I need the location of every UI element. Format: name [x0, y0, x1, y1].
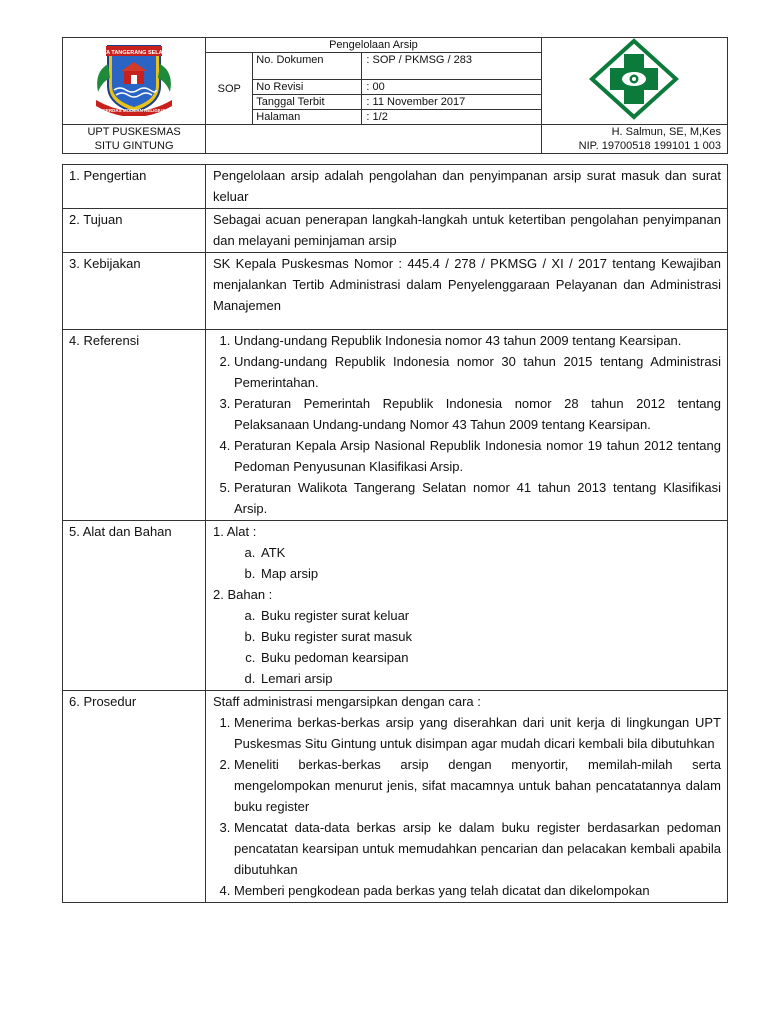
- list-item: 4. Peraturan Kepala Arsip Nasional Republik Indonesia nomor 19 tahun 2012 tentang Pedoman Penyusunan Klasifikasi Arsip.: [234, 435, 721, 477]
- org-line-1: UPT PUSKESMAS: [87, 126, 181, 138]
- svg-text:CERDAS MODERN RELIGIUS: CERDAS MODERN RELIGIUS: [102, 108, 166, 113]
- section-tujuan: [63, 209, 728, 253]
- list-item: a. ATK: [259, 542, 721, 563]
- list-item: b. Map arsip: [259, 563, 721, 584]
- meta-value: : 00: [362, 80, 541, 95]
- list-item: c. Buku pedoman kearsipan: [259, 647, 721, 668]
- section-label: 2. Tujuan: [63, 209, 206, 253]
- sop-header-table: [62, 37, 728, 154]
- list-item: b. Buku register surat masuk: [259, 626, 721, 647]
- list-item: 3. Mencatat data-data berkas arsip ke dalam buku register berdasarkan pedoman pencatatan kearsipan untuk memudahkan pencarian dan pelacakan kembali apabila dibutuhkan: [234, 817, 721, 880]
- alat-heading: 1. Alat :: [213, 524, 257, 539]
- section-text: Sebagai acuan penerapan langkah-langkah untuk ketertiban pengolahan penyimpanan dan melayani peminjaman arsip: [206, 209, 728, 253]
- blank-cell: [206, 125, 541, 154]
- meta-label: Halaman: [253, 110, 362, 125]
- meta-label: Tanggal Terbit: [253, 95, 362, 110]
- signer-nip: NIP. 19700518 199101 1 003: [578, 140, 721, 152]
- svg-text:KOTA TANGERANG SELATAN: KOTA TANGERANG SELATAN: [94, 50, 174, 56]
- puskesmas-cross-icon: [588, 38, 680, 120]
- list-item: 2. Meneliti berkas-berkas arsip dengan menyortir, memilah-milah serta mengelompokan menurut jenis, sifat macamnya untuk bahan pencatatannya dalam buku register: [234, 754, 721, 817]
- section-label: 1. Pengertian: [63, 165, 206, 209]
- list-item: 4. Memberi pengkodean pada berkas yang telah dicatat dan dikelompokan: [234, 880, 721, 901]
- section-prosedur: [63, 691, 728, 903]
- section-label: 5. Alat dan Bahan: [63, 521, 206, 691]
- meta-value: : 11 November 2017: [362, 95, 541, 110]
- list-item: a. Buku register surat keluar: [259, 605, 721, 626]
- bahan-heading: 2. Bahan :: [213, 587, 273, 602]
- prosedur-list: [213, 712, 721, 901]
- sop-label: SOP: [206, 53, 253, 125]
- section-label: 6. Prosedur: [63, 691, 206, 903]
- sop-content-table: [62, 164, 728, 903]
- alat-list: [213, 542, 721, 584]
- list-item: d. Lemari arsip: [259, 668, 721, 689]
- section-body: [206, 330, 728, 521]
- list-item: 2. Undang-undang Republik Indonesia nomor 30 tahun 2015 tentang Administrasi Pemerintahan.: [234, 351, 721, 393]
- city-emblem-icon: [88, 42, 180, 116]
- section-referensi: [63, 330, 728, 521]
- meta-label: No Revisi: [253, 80, 362, 95]
- list-item: 1. Undang-undang Republik Indonesia nomor 43 tahun 2009 tentang Kearsipan.: [234, 330, 721, 351]
- puskesmas-logo-cell: [541, 38, 727, 125]
- section-body: [206, 521, 728, 691]
- prosedur-intro: Staff administrasi mengarsipkan dengan cara :: [213, 694, 481, 709]
- org-name: [63, 125, 206, 154]
- section-text: SK Kepala Puskesmas Nomor : 445.4 / 278 / PKMSG / XI / 2017 tentang Kewajiban menjalankan Tertib Administrasi dalam Penyelenggaraan Pelayanan dan Administrasi Manajemen: [206, 253, 728, 330]
- section-pengertian: [63, 165, 728, 209]
- meta-value: : SOP / PKMSG / 283: [362, 53, 541, 80]
- signer-name: H. Salmun, SE, M,Kes: [611, 126, 721, 138]
- reference-list: [213, 330, 721, 519]
- section-kebijakan: [63, 253, 728, 330]
- signer-block: [541, 125, 727, 154]
- meta-label: No. Dokumen: [253, 53, 362, 80]
- meta-value: : 1/2: [362, 110, 541, 125]
- document-title: Pengelolaan Arsip: [206, 38, 541, 53]
- city-logo-cell: [63, 38, 206, 125]
- section-text: Pengelolaan arsip adalah pengolahan dan penyimpanan arsip surat masuk dan surat keluar: [206, 165, 728, 209]
- section-body: [206, 691, 728, 903]
- list-item: 1. Menerima berkas-berkas arsip yang diserahkan dari unit kerja di lingkungan UPT Puskesmas Situ Gintung untuk disimpan agar mudah dicari kembali bila dibutuhkan: [234, 712, 721, 754]
- list-item: 5. Peraturan Walikota Tangerang Selatan nomor 41 tahun 2013 tentang Klasifikasi Arsip.: [234, 477, 721, 519]
- section-alat-bahan: [63, 521, 728, 691]
- list-item: 3. Peraturan Pemerintah Republik Indonesia nomor 28 tahun 2012 tentang Pelaksanaan Undang-undang Nomor 43 Tahun 2009 tentang Kearsipan.: [234, 393, 721, 435]
- bahan-list: [213, 605, 721, 689]
- org-line-2: SITU GINTUNG: [94, 140, 174, 152]
- section-label: 3. Kebijakan: [63, 253, 206, 330]
- section-label: 4. Referensi: [63, 330, 206, 521]
